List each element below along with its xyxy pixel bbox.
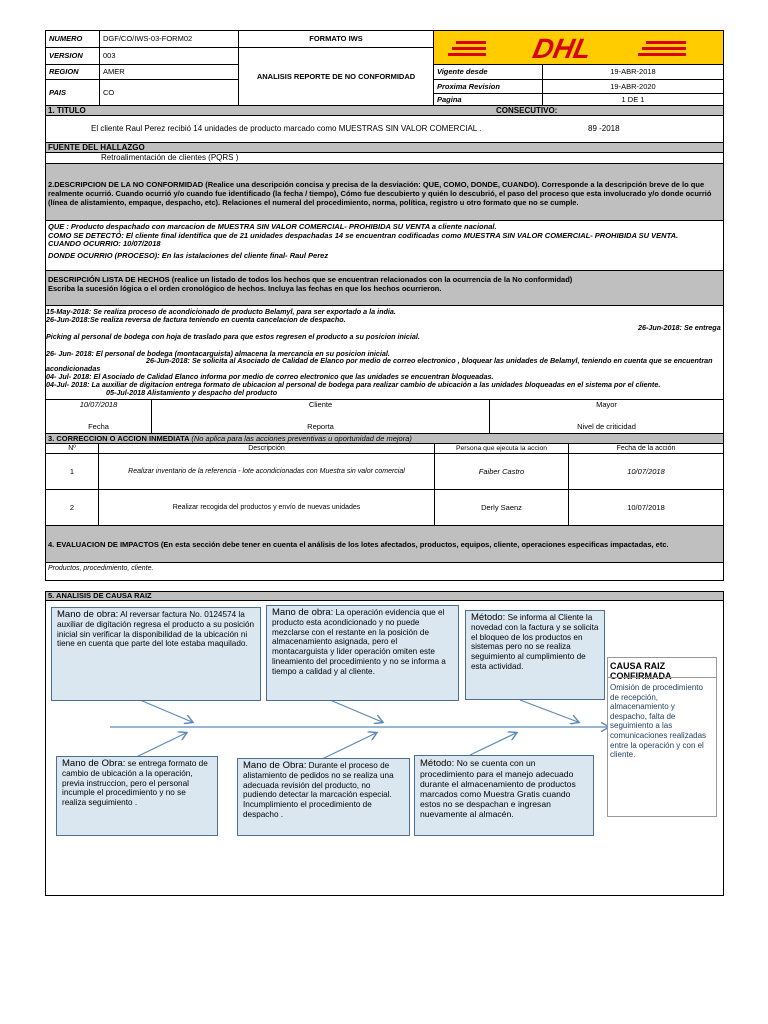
section3-note: (No aplica para las acciones preventivas u oportunidad de mejora) — [191, 434, 412, 443]
proxima-value: 19-ABR-2020 — [542, 79, 724, 94]
cause-5-head: Mano de Obra: — [243, 760, 307, 771]
row1-fecha: 10/07/2018 — [568, 453, 724, 490]
fuente-value: Retroalimentación de clientes (PQRS ) — [45, 152, 724, 164]
col-desc: Descripción — [98, 443, 435, 454]
causa-raiz-title: CAUSA RAIZ CONFIRMADA — [610, 661, 672, 681]
fecha-label: Fecha — [88, 422, 109, 431]
formato-title: FORMATO IWS — [238, 30, 434, 48]
que-line: QUE : Producto despachado con marcacion de MUESTRA SIN VALOR COMERCIAL- PROHIBIDA SU VENTA a cliente nacional. — [48, 222, 497, 231]
row2-persona: Derly Saenz — [434, 489, 569, 526]
row2-desc: Realizar recogida del productos y envío de nuevas unidades — [98, 489, 435, 526]
row2-fecha: 10/07/2018 — [568, 489, 724, 526]
titulo-label: 1. TITULO — [48, 106, 86, 115]
mayor-value: Mayor — [596, 400, 617, 409]
col-fecha: Fecha de la acción — [568, 443, 724, 454]
branch-6 — [470, 733, 516, 755]
numero-label: NUMERO — [45, 30, 100, 48]
hecho-5: 26-Jun-2018: Se solicita al Asociado de Calidad de Elanco por medio de correo electronico , bloquear las unidades de Belamyl, teniendo en cuenta que se encuentran — [146, 356, 713, 365]
cause-2-head: Mano de obra: — [272, 607, 334, 618]
cause-3-head: Método: — [471, 612, 506, 623]
vigente-value: 19-ABR-2018 — [542, 64, 724, 80]
pagina-label: Pagina — [433, 93, 543, 106]
cause-4-text: se entrega formato de cambio de ubicación a la operación, previa instruccion, pero el personal incumple el procedimiento y no se realiza seguimiento . — [62, 759, 208, 808]
cause-1-head: Mano de obra: — [57, 609, 119, 620]
causa-raiz-box — [607, 657, 717, 817]
doc-title: ANALISIS REPORTE DE NO CONFORMIDAD — [238, 47, 434, 106]
col-persona: Persona que ejecuta la accion — [434, 443, 569, 454]
hecho-6: acondicionadas — [46, 364, 101, 373]
cause-box-5 — [237, 758, 410, 836]
fuente-header: FUENTE DEL HALLAZGO — [45, 142, 724, 153]
section4-header: 4. EVALUACION DE IMPACTOS (En esta sección debe tener en cuenta el análisis de los lotes afectados, productos, equipos, cliente, operaciones especificas impactadas, etc. — [45, 525, 724, 563]
titulo-text: El cliente Raul Perez recibió 14 unidades de producto marcado como MUESTRAS SIN VALOR COMERCIAL . — [91, 124, 482, 133]
reporta-label: Reporta — [307, 422, 334, 431]
col-n: Nº — [45, 443, 99, 454]
criticidad-label: Nivel de criticidad — [577, 422, 636, 431]
branch-3 — [520, 700, 578, 722]
row1-n: 1 — [45, 453, 99, 490]
causa-raiz-text: Omisión de procedimiento de recepción, almacenamiento y despacho, falta de seguimiento a las comunicaciones realizadas entre la operación y con el cliente. — [608, 677, 716, 817]
pais-value: CO — [99, 79, 239, 106]
cause-1-text: Al reversar factura No. 0124574 la auxiliar de digitación regresa el producto a su posición inicial sin verificar la disponibilidad de la ubicación ni tiene en cuenta que parte del lote estaba maquilado. — [57, 610, 255, 649]
section5-header: 5. ANALISIS DE CAUSA RAIZ — [45, 591, 724, 601]
cuando-line: CUANDO OCURRIO: 10/07/2018 — [48, 239, 161, 248]
cause-box-2 — [266, 605, 459, 701]
cliente-value: Cliente — [308, 400, 333, 409]
vigente-label: Vigente desde — [433, 64, 543, 80]
pais-label: PAIS — [45, 79, 100, 106]
row1-persona: Faiber Castro — [434, 453, 569, 490]
hecho-4: 26- Jun- 2018: El personal de bodega (montacarguista) almacena la mercancia en su posicion inicial. — [46, 349, 390, 358]
cause-box-3 — [465, 610, 605, 700]
hecho-7: 04- Jul- 2018: El Asociado de Calidad Elanco informa por medio de correo electronico que las unidades se encuentran bloqueadas. — [46, 372, 494, 381]
branch-1 — [140, 700, 192, 722]
proxima-label: Proxima Revision — [433, 79, 543, 94]
hecho-2: 26-Jun-2018:Se realiza reversa de factura teniendo en cuenta cancelacion de despacho. — [46, 315, 346, 324]
pagina-value: 1 DE 1 — [542, 93, 724, 106]
hecho-8: 04-Jul- 2018: La auxiliar de digitacion entrega formato de ubicacion al personal de bodega para realizar cambio de ubicación a las unidades bloqueadas en el sistema por el cliente. — [46, 380, 661, 389]
branch-2 — [330, 700, 382, 722]
hecho-2b: 26-Jun-2018: Se entrega — [638, 323, 721, 332]
cause-box-4 — [56, 756, 218, 836]
row1-desc: Realizar inventario de la referencia - lote acondicionadas con Muestra sin valor comercial — [98, 453, 435, 490]
hecho-1: 15-May-2018: Se realiza proceso de acondicionado de producto Belamyl, para ser exportado a la india. — [46, 307, 396, 316]
hecho-9: 05-Jul-2018 Alistamiento y despacho del producto — [106, 388, 278, 397]
version-value: 003 — [99, 47, 239, 65]
cause-6-text: No se cuenta con un procedimiento para el manejo adecuado durante el almacenamiento de productos marcados como Muestra Gratis cuando estos no se despachan e ingresan nuevamente al almacén. — [420, 758, 576, 819]
section2-header: 2.DESCRIPCION DE LA NO CONFORMIDAD (Realice una descripción concisa y precisa de la desviación: QUE, COMO, DONDE, CUANDO). Corresponde a la descripción breve de lo que realmente ocurrió. Cuando ocurrió y/o cuando fue identificado (la fecha / tiempo), Cómo fue descubierto y quién lo descubrió, el paso del proceso que esta involucrado y/o donde ocurrió (línea de alistamiento, empaque, despacho, etc). Relaciones el numeral del procedimiento, norma, política, registro u otro formato que no se cumple. — [45, 163, 724, 221]
cause-5-text: Durante el proceso de alistamiento de pedidos no se realiza una adecuada revisión del producto, no pudiendo detectar la marcación especial. Incumplimiento el procedimiento de despacho . — [243, 761, 394, 819]
cause-2-text: La operación evidencia que el producto esta acondicionado y no puede mezclarse con el restante en la posición de almacenamiento asignada, pero el montacarguista y lider operación omiten este lineamiento del procedimiento y no se informa a tiempo a calidad y al cliente. — [272, 608, 446, 676]
como-line: COMO SE DETECTÓ: El cliente final identifica que de 21 unidades despachadas 14 se encuentran codificadas como MUESTRA SIN VALOR COMERCIAL- PROHIBIDA SU VENTA. — [48, 230, 679, 240]
version-label: VERSION — [45, 47, 100, 65]
cause-4-head: Mano de Obra: — [62, 758, 126, 769]
hechos-header: DESCRIPCIÓN LISTA DE HECHOS (realice un listado de todos los hechos que se encuentran relacionados con la ocurrencia de la No conformidad) Escriba la sucesión lógica o el orden cronológico de hechos. Incluya las fechas en que los hechos ocurrieron. — [45, 270, 724, 306]
consecutivo-label: CONSECUTIVO: — [496, 106, 558, 115]
donde-line: DONDE OCURRIO (PROCESO): En las istalaciones del cliente final- Raul Perez — [48, 250, 329, 260]
row2-n: 2 — [45, 489, 99, 526]
consecutivo-value: 89 -2018 — [588, 124, 620, 133]
hecho-3: Picking al personal de bodega con hoja de traslado para que estos regresen el producto a su posicion inicial. — [46, 332, 420, 341]
branch-5 — [320, 733, 376, 760]
fecha-value: 10/07/2018 — [79, 400, 118, 409]
logo-text: DHL — [530, 32, 595, 64]
section4-value: Productos, procedimiento, cliente. — [45, 562, 724, 581]
section3-title: 3. CORRECCION O ACCION INMEDIATA — [48, 434, 190, 443]
region-label: REGION — [45, 64, 100, 80]
cause-6-head: Método: — [420, 758, 455, 769]
region-value: AMER — [99, 64, 239, 80]
cause-3-text: Se informa al Cliente la novedad con la factura y se solicita el bloqueo de los productos en sistemas pero no se realiza seguimiento al cumplimiento de esta actividad. — [471, 613, 599, 671]
cause-box-1 — [51, 607, 261, 701]
numero-value: DGF/CO/IWS-03-FORM02 — [99, 30, 239, 48]
cause-box-6 — [414, 755, 594, 836]
